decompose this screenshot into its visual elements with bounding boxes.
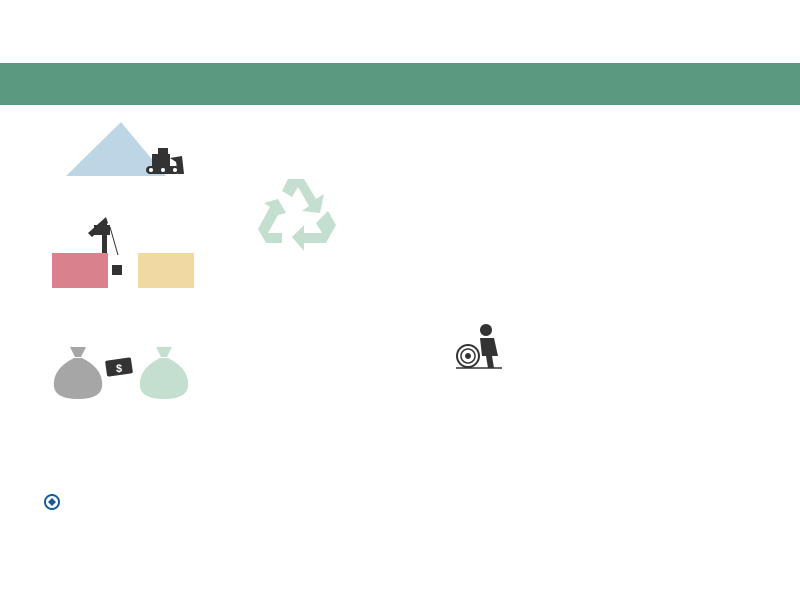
stena-logo-icon (44, 494, 60, 510)
stat2-large-box (138, 253, 194, 288)
waste-mountain-icon (66, 120, 186, 180)
money-bag-large-icon (134, 345, 194, 400)
banknote-icon (104, 355, 134, 379)
stat2-small-box (52, 253, 108, 288)
title-banner (0, 63, 800, 105)
recycle-icon (258, 175, 340, 255)
worker-cable-reel-icon (456, 322, 506, 370)
money-bag-small-icon (48, 345, 108, 400)
svg-text:$: $ (115, 363, 123, 375)
